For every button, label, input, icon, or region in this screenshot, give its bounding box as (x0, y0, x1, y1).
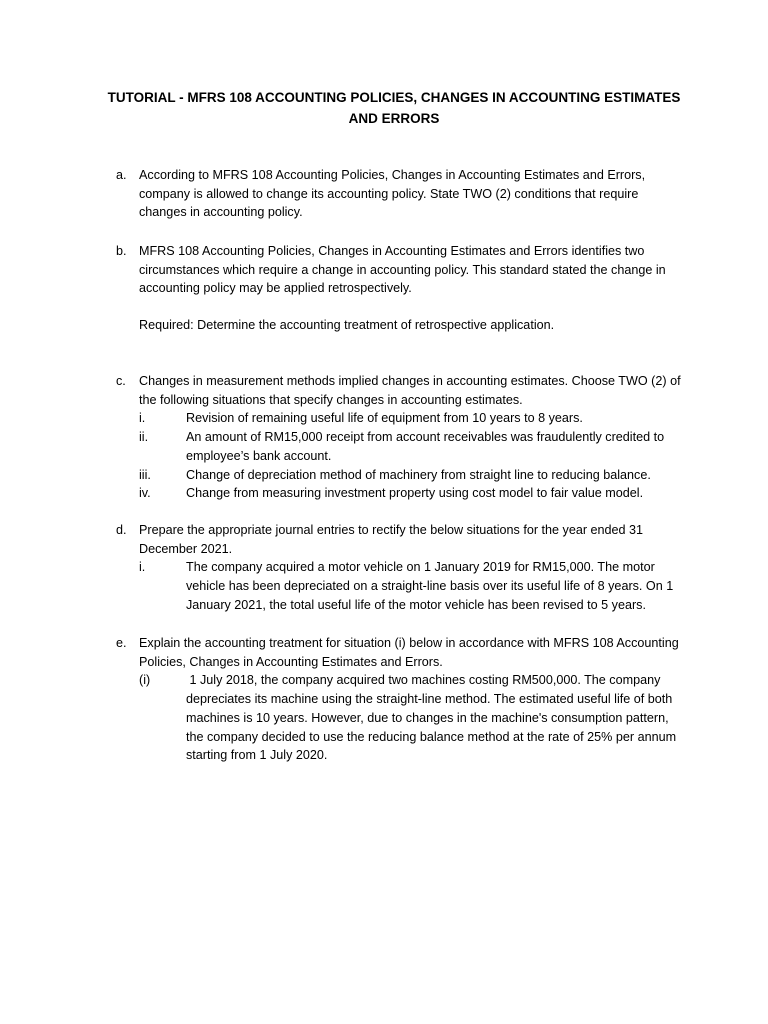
question-c-marker: c. (116, 374, 126, 388)
question-d-text: Prepare the appropriate journal entries to rectify the below situations for the year ended 31 December 2021. (139, 523, 644, 556)
question-e-situations (116, 671, 686, 765)
option-marker: iii. (139, 467, 151, 482)
option-text: Revision of remaining useful life of equipment from 10 years to 8 years. (186, 411, 583, 426)
question-e (116, 634, 686, 765)
option-text: Change of depreciation method of machinery from straight line to reducing balance. (186, 467, 651, 482)
situation-text: 1 July 2018, the company acquired two machines costing RM500,000. The company depreciates its machine using the straight-line method. The estimated useful life of both machines is 10 years. However, due to changes in the machine's consumption pattern, the company decided to use the reducing balance method at the rate of 25% per annum starting from 1 July 2020. (186, 673, 680, 763)
list-item (139, 558, 686, 614)
list-item (139, 409, 686, 428)
question-e-text: Explain the accounting treatment for situation (i) below in accordance with MFRS 108 Accounting Policies, Changes in Accounting Estimates and Errors. (139, 636, 679, 669)
question-c-text: Changes in measurement methods implied changes in accounting estimates. Choose TWO (2) of the following situations that specify changes in accounting estimates. (139, 374, 681, 407)
title-line-2: AND ERRORS (348, 111, 440, 126)
option-marker: i. (139, 411, 146, 426)
question-b-marker: b. (116, 244, 127, 258)
question-a-marker: a. (116, 168, 127, 182)
situation-marker: i. (139, 560, 146, 575)
list-item (139, 671, 686, 765)
question-b-text: MFRS 108 Accounting Policies, Changes in Accounting Estimates and Errors identifies two circumstances which require a change in accounting policy. This standard stated the change in accounting policy may be applied retrospectively. (139, 244, 666, 296)
situation-text: The company acquired a motor vehicle on 1 January 2019 for RM15,000. The motor vehicle has been depreciated on a straight-line basis over its useful life of 8 years. On 1 January 2021, the total useful life of the motor vehicle has been revised to 5 years. (186, 560, 674, 612)
question-d-marker: d. (116, 523, 127, 537)
list-item (139, 428, 686, 465)
list-item (139, 484, 686, 503)
situation-marker: (i) (139, 673, 151, 688)
page-title (100, 87, 688, 129)
title-line-1: TUTORIAL - MFRS 108 ACCOUNTING POLICIES, CHANGES IN ACCOUNTING ESTIMATES (107, 90, 681, 105)
list-item (139, 466, 686, 485)
option-text: Change from measuring investment property using cost model to fair value model. (186, 486, 644, 501)
option-text: An amount of RM15,000 receipt from account receivables was fraudulently credited to employee’s bank account. (186, 430, 665, 463)
question-c (116, 372, 686, 503)
question-d-situations (116, 558, 686, 614)
question-a-text: According to MFRS 108 Accounting Policies, Changes in Accounting Estimates and Errors, company is allowed to change its accounting policy. State TWO (2) conditions that require changes in accounting policy. (139, 168, 646, 220)
question-b (116, 242, 686, 335)
option-marker: ii. (139, 430, 149, 445)
question-b-required: Required: Determine the accounting treatment of retrospective application. (139, 318, 555, 333)
option-marker: iv. (139, 486, 151, 501)
question-a (116, 166, 686, 222)
question-c-options (116, 409, 686, 503)
question-e-marker: e. (116, 636, 127, 650)
question-d (116, 521, 686, 615)
